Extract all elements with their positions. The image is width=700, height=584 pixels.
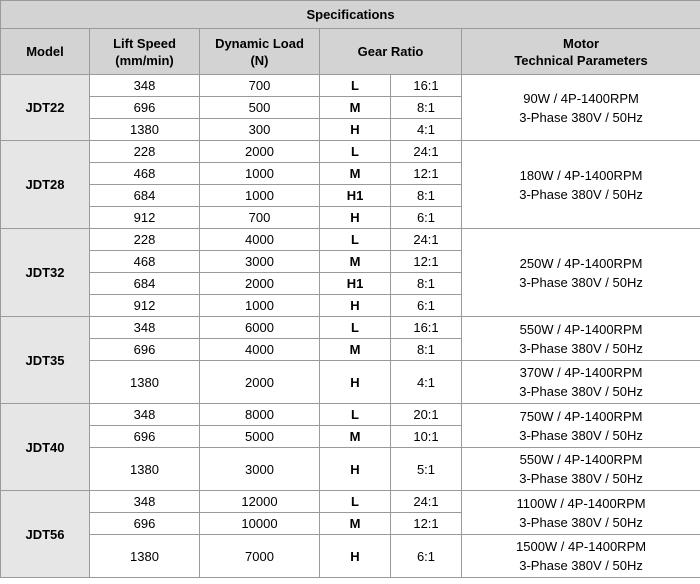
load-cell: 3000 bbox=[200, 448, 320, 491]
table-row bbox=[1, 448, 700, 491]
header-dynamic-load-line1: Dynamic Load bbox=[215, 35, 304, 51]
ratio-cell: 10:1 bbox=[391, 426, 462, 448]
gear-cell: L bbox=[320, 404, 391, 426]
table-row bbox=[1, 535, 700, 578]
load-cell: 8000 bbox=[200, 404, 320, 426]
gear-cell: M bbox=[320, 513, 391, 535]
motor-cell bbox=[462, 317, 700, 361]
header-motor bbox=[462, 29, 700, 75]
ratio-cell: 8:1 bbox=[391, 273, 462, 295]
gear-cell: L bbox=[320, 229, 391, 251]
speed-cell: 696 bbox=[90, 97, 200, 119]
gear-cell: H bbox=[320, 295, 391, 317]
speed-cell: 696 bbox=[90, 426, 200, 448]
load-cell: 7000 bbox=[200, 535, 320, 578]
table-title: Specifications bbox=[1, 1, 700, 29]
ratio-cell: 4:1 bbox=[391, 119, 462, 141]
table-row bbox=[1, 317, 700, 339]
motor-phase: 3-Phase 380V / 50Hz bbox=[519, 471, 643, 486]
table-row bbox=[1, 229, 700, 251]
load-cell: 1000 bbox=[200, 185, 320, 207]
load-cell: 1000 bbox=[200, 295, 320, 317]
ratio-cell: 16:1 bbox=[391, 75, 462, 97]
motor-power: 1100W / 4P-1400RPM bbox=[516, 495, 646, 511]
load-cell: 700 bbox=[200, 75, 320, 97]
gear-cell: M bbox=[320, 163, 391, 185]
motor-phase: 3-Phase 380V / 50Hz bbox=[519, 427, 643, 443]
header-motor-line1: Motor bbox=[562, 35, 600, 51]
ratio-cell: 16:1 bbox=[391, 317, 462, 339]
gear-cell: L bbox=[320, 491, 391, 513]
gear-cell: M bbox=[320, 251, 391, 273]
motor-power: 1500W / 4P-1400RPM bbox=[516, 539, 647, 554]
motor-phase: 3-Phase 380V / 50Hz bbox=[519, 186, 643, 202]
motor-cell bbox=[462, 535, 700, 578]
ratio-cell: 5:1 bbox=[391, 448, 462, 491]
speed-cell: 468 bbox=[90, 163, 200, 185]
ratio-cell: 6:1 bbox=[391, 295, 462, 317]
gear-cell: H1 bbox=[320, 185, 391, 207]
ratio-cell: 8:1 bbox=[391, 339, 462, 361]
motor-power: 550W / 4P-1400RPM bbox=[519, 452, 643, 467]
gear-cell: H bbox=[320, 361, 391, 404]
header-model: Model bbox=[1, 29, 90, 75]
motor-phase: 3-Phase 380V / 50Hz bbox=[519, 274, 643, 290]
load-cell: 5000 bbox=[200, 426, 320, 448]
load-cell: 2000 bbox=[200, 141, 320, 163]
motor-cell bbox=[462, 361, 700, 404]
gear-cell: L bbox=[320, 75, 391, 97]
speed-cell: 1380 bbox=[90, 448, 200, 491]
ratio-cell: 20:1 bbox=[391, 404, 462, 426]
gear-cell: M bbox=[320, 97, 391, 119]
speed-cell: 696 bbox=[90, 339, 200, 361]
table-row bbox=[1, 404, 700, 426]
motor-power: 250W / 4P-1400RPM bbox=[519, 255, 643, 271]
gear-cell: H1 bbox=[320, 273, 391, 295]
speed-cell: 1380 bbox=[90, 119, 200, 141]
model-cell: JDT28 bbox=[1, 141, 90, 229]
motor-power: 180W / 4P-1400RPM bbox=[519, 167, 643, 183]
table-row bbox=[1, 361, 700, 404]
gear-cell: H bbox=[320, 119, 391, 141]
motor-cell bbox=[462, 448, 700, 491]
ratio-cell: 24:1 bbox=[391, 141, 462, 163]
ratio-cell: 12:1 bbox=[391, 513, 462, 535]
header-gear-ratio: Gear Ratio bbox=[320, 29, 462, 75]
header-lift-speed bbox=[90, 29, 200, 75]
speed-cell: 684 bbox=[90, 273, 200, 295]
load-cell: 1000 bbox=[200, 163, 320, 185]
speed-cell: 1380 bbox=[90, 361, 200, 404]
gear-cell: M bbox=[320, 339, 391, 361]
load-cell: 3000 bbox=[200, 251, 320, 273]
motor-phase: 3-Phase 380V / 50Hz bbox=[519, 558, 643, 573]
table-row bbox=[1, 491, 700, 513]
motor-phase: 3-Phase 380V / 50Hz bbox=[519, 384, 643, 399]
speed-cell: 348 bbox=[90, 491, 200, 513]
ratio-cell: 24:1 bbox=[391, 491, 462, 513]
speed-cell: 348 bbox=[90, 317, 200, 339]
motor-phase: 3-Phase 380V / 50Hz bbox=[519, 514, 643, 530]
model-cell: JDT22 bbox=[1, 75, 90, 141]
speed-cell: 912 bbox=[90, 295, 200, 317]
ratio-cell: 4:1 bbox=[391, 361, 462, 404]
speed-cell: 468 bbox=[90, 251, 200, 273]
motor-power: 370W / 4P-1400RPM bbox=[519, 365, 643, 380]
speed-cell: 1380 bbox=[90, 535, 200, 578]
load-cell: 2000 bbox=[200, 273, 320, 295]
table-row bbox=[1, 141, 700, 163]
gear-cell: L bbox=[320, 317, 391, 339]
gear-cell: H bbox=[320, 535, 391, 578]
ratio-cell: 6:1 bbox=[391, 207, 462, 229]
header-dynamic-load bbox=[200, 29, 320, 75]
gear-cell: L bbox=[320, 141, 391, 163]
load-cell: 4000 bbox=[200, 229, 320, 251]
speed-cell: 228 bbox=[90, 229, 200, 251]
ratio-cell: 8:1 bbox=[391, 185, 462, 207]
speed-cell: 348 bbox=[90, 404, 200, 426]
motor-power: 90W / 4P-1400RPM bbox=[523, 90, 639, 106]
ratio-cell: 8:1 bbox=[391, 97, 462, 119]
speed-cell: 348 bbox=[90, 75, 200, 97]
motor-power: 750W / 4P-1400RPM bbox=[519, 408, 643, 424]
speed-cell: 228 bbox=[90, 141, 200, 163]
ratio-cell: 12:1 bbox=[391, 251, 462, 273]
motor-phase: 3-Phase 380V / 50Hz bbox=[519, 109, 643, 125]
load-cell: 6000 bbox=[200, 317, 320, 339]
model-cell: JDT40 bbox=[1, 404, 90, 491]
model-cell: JDT32 bbox=[1, 229, 90, 317]
load-cell: 500 bbox=[200, 97, 320, 119]
load-cell: 300 bbox=[200, 119, 320, 141]
speed-cell: 684 bbox=[90, 185, 200, 207]
motor-cell bbox=[462, 229, 700, 317]
header-motor-line2: Technical Parameters bbox=[514, 52, 648, 68]
ratio-cell: 12:1 bbox=[391, 163, 462, 185]
motor-cell bbox=[462, 491, 700, 535]
ratio-cell: 6:1 bbox=[391, 535, 462, 578]
gear-cell: H bbox=[320, 448, 391, 491]
load-cell: 4000 bbox=[200, 339, 320, 361]
speed-cell: 912 bbox=[90, 207, 200, 229]
header-lift-speed-line1: Lift Speed bbox=[113, 35, 176, 51]
table-body bbox=[1, 75, 700, 578]
motor-phase: 3-Phase 380V / 50Hz bbox=[519, 340, 643, 356]
motor-power: 550W / 4P-1400RPM bbox=[519, 321, 643, 337]
ratio-cell: 24:1 bbox=[391, 229, 462, 251]
header-dynamic-load-line2: (N) bbox=[250, 52, 269, 68]
motor-cell bbox=[462, 141, 700, 229]
motor-cell bbox=[462, 404, 700, 448]
load-cell: 700 bbox=[200, 207, 320, 229]
load-cell: 2000 bbox=[200, 361, 320, 404]
load-cell: 12000 bbox=[200, 491, 320, 513]
model-cell: JDT35 bbox=[1, 317, 90, 404]
gear-cell: M bbox=[320, 426, 391, 448]
model-cell: JDT56 bbox=[1, 491, 90, 578]
gear-cell: H bbox=[320, 207, 391, 229]
table-row bbox=[1, 75, 700, 97]
load-cell: 10000 bbox=[200, 513, 320, 535]
motor-cell bbox=[462, 75, 700, 141]
header-lift-speed-line2: (mm/min) bbox=[115, 52, 174, 68]
speed-cell: 696 bbox=[90, 513, 200, 535]
